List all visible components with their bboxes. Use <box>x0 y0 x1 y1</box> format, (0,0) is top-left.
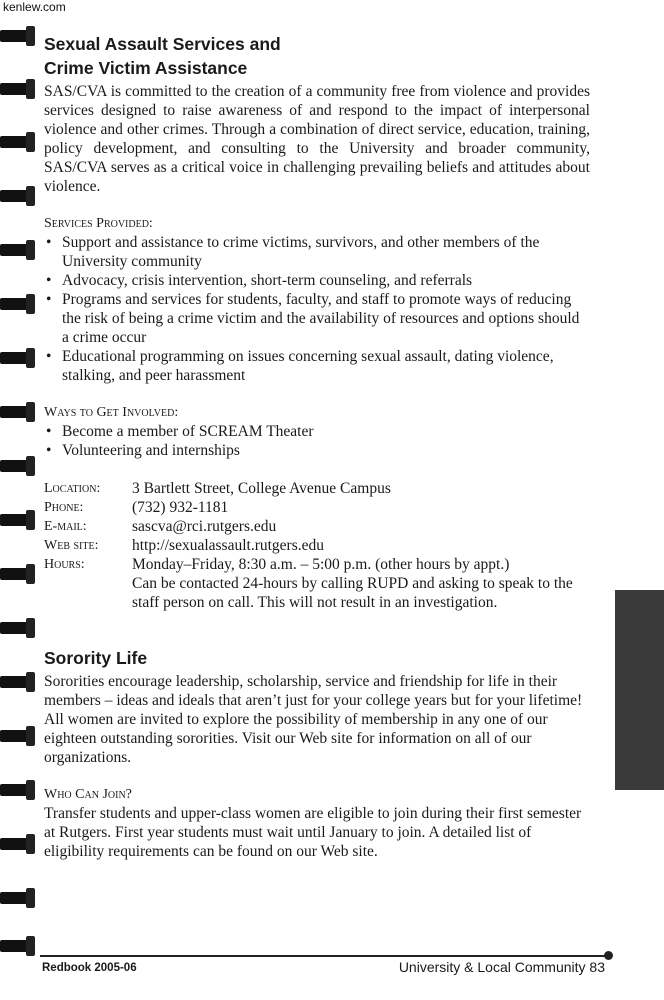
phone-value: (732) 932-1181 <box>132 499 229 516</box>
title-line-1: Sexual Assault Services and <box>44 34 281 54</box>
footer-rule <box>40 955 608 957</box>
hours-value <box>132 555 590 612</box>
section-title-sas-cva <box>44 32 590 80</box>
list-item: • Programs and services for students, faculty, and staff to promote ways of reducing the risk of being a crime victim and the availability of resources and options should a crime occur <box>44 290 590 347</box>
watermark: kenlew.com <box>3 0 66 14</box>
involved-list <box>44 422 590 460</box>
phone-label: Phone: <box>44 500 84 515</box>
title-line-2: Crime Victim Assistance <box>44 58 248 78</box>
sas-cva-intro: SAS/CVA is committed to the creation of a community free from violence and provides services designed to raise awareness of and respond to the impact of interpersonal violence and other crimes. Through a combination of direct service, education, training, policy development, and consulting to the University and broader community, SAS/CVA serves as a critical voice in challenging prevailing beliefs and attitudes about violence. <box>44 83 590 195</box>
involved-heading: Ways to Get Involved: <box>44 405 179 420</box>
hours-text: Monday–Friday, 8:30 a.m. – 5:00 p.m. (other hours by appt.) <box>132 556 510 573</box>
email-value: sascva@rci.rutgers.edu <box>132 518 277 535</box>
location-value: 3 Bartlett Street, College Avenue Campus <box>132 480 391 497</box>
footer-dot <box>604 951 613 960</box>
email-label: E-mail: <box>44 519 87 534</box>
web-label: Web site: <box>44 538 99 553</box>
services-list <box>44 233 590 385</box>
list-item: • Advocacy, crisis intervention, short-term counseling, and referrals <box>44 271 590 290</box>
section-title-sorority-life: Sorority Life <box>44 648 148 668</box>
services-heading: Services Provided: <box>44 216 153 231</box>
contact-info <box>44 479 590 612</box>
list-item: • Educational programming on issues concerning sexual assault, dating violence, stalking, and peer harassment <box>44 347 590 385</box>
footer-page-label: University & Local Community 83 <box>398 959 605 975</box>
list-item: • Volunteering and internships <box>44 441 590 460</box>
who-can-join-heading: Who Can Join? <box>44 787 132 802</box>
sorority-intro: Sororities encourage leadership, scholarship, service and friendship for life in their members – ideas and ideals that aren’t just for your college years but for your lifetime! All women are invited to explore the possibility of membership in any one of our eighteen outstanding sororities. Visit our Web site for information on all of our organizations. <box>44 673 583 766</box>
hours-note: Can be contacted 24-hours by calling RUPD and asking to speak to the staff person on call. This will not result in an investigation. <box>132 575 573 611</box>
location-label: Location: <box>44 481 101 496</box>
section-side-tab <box>615 590 664 790</box>
hours-label: Hours: <box>44 557 85 572</box>
page-content <box>44 32 590 861</box>
web-value: http://sexualassault.rutgers.edu <box>132 537 324 554</box>
footer-publication: Redbook 2005-06 <box>42 962 137 974</box>
who-can-join-text: Transfer students and upper-class women are eligible to join during their first semester at Rutgers. First year students must wait until January to join. A detailed list of eligibility requirements can be found on our Web site. <box>44 805 582 860</box>
spiral-binding <box>0 30 40 970</box>
list-item: • Become a member of SCREAM Theater <box>44 422 590 441</box>
list-item: • Support and assistance to crime victims, survivors, and other members of the University community <box>44 233 590 271</box>
